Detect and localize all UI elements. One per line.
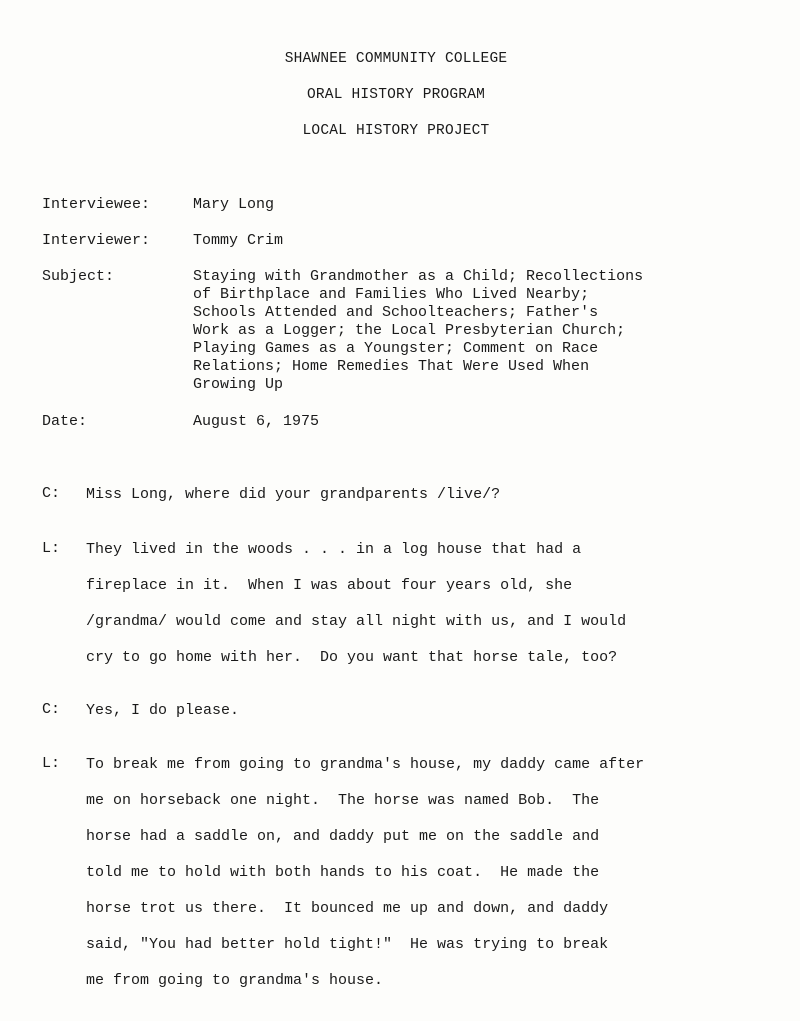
interviewer-value: Tommy Crim bbox=[193, 232, 284, 249]
subject-line: Playing Games as a Youngster; Comment on Race bbox=[193, 340, 599, 357]
interviewer-label: Interviewer: bbox=[42, 232, 151, 249]
institution-title: SHAWNEE COMMUNITY COLLEGE bbox=[284, 51, 508, 67]
interviewee-label: Interviewee: bbox=[42, 196, 151, 213]
subject-line: Staying with Grandmother as a Child; Recollections bbox=[193, 268, 644, 285]
utterance-line: cry to go home with her. Do you want that horse tale, too? bbox=[86, 649, 618, 666]
utterance-line: said, "You had better hold tight!" He was trying to break bbox=[86, 936, 609, 953]
speaker-label: C: bbox=[42, 485, 61, 502]
utterance-line: Miss Long, where did your grandparents /live/? bbox=[86, 486, 501, 503]
interviewee-value: Mary Long bbox=[193, 196, 275, 213]
speaker-label: C: bbox=[42, 701, 61, 718]
subject-value bbox=[193, 268, 753, 394]
utterance-line: They lived in the woods . . . in a log house that had a bbox=[86, 541, 582, 558]
speaker-label: L: bbox=[42, 755, 61, 772]
program-title: ORAL HISTORY PROGRAM bbox=[306, 87, 486, 103]
utterance-line: me from going to grandma's house. bbox=[86, 972, 384, 989]
date-label: Date: bbox=[42, 413, 88, 430]
subject-line: of Birthplace and Families Who Lived Nearby; bbox=[193, 286, 590, 303]
utterance-line: /grandma/ would come and stay all night with us, and I would bbox=[86, 613, 627, 630]
subject-line: Relations; Home Remedies That Were Used When bbox=[193, 358, 590, 375]
date-value: August 6, 1975 bbox=[193, 413, 320, 430]
subject-line: Growing Up bbox=[193, 376, 284, 393]
utterance-line: Yes, I do please. bbox=[86, 702, 240, 719]
utterance bbox=[86, 701, 786, 737]
speaker-label: L: bbox=[42, 540, 61, 557]
subject-line: Schools Attended and Schoolteachers; Father's bbox=[193, 304, 599, 321]
utterance-line: horse trot us there. It bounced me up and down, and daddy bbox=[86, 900, 609, 917]
utterance bbox=[86, 755, 786, 1007]
utterance-line: me on horseback one night. The horse was named Bob. The bbox=[86, 792, 600, 809]
utterance-line: To break me from going to grandma's house, my daddy came after bbox=[86, 756, 645, 773]
utterance-line: fireplace in it. When I was about four years old, she bbox=[86, 577, 573, 594]
subject-label: Subject: bbox=[42, 268, 115, 285]
project-title: LOCAL HISTORY PROJECT bbox=[302, 123, 490, 139]
utterance-line: told me to hold with both hands to his coat. He made the bbox=[86, 864, 600, 881]
utterance bbox=[86, 540, 786, 684]
subject-line: Work as a Logger; the Local Presbyterian Church; bbox=[193, 322, 626, 339]
utterance-line: horse had a saddle on, and daddy put me on the saddle and bbox=[86, 828, 600, 845]
utterance bbox=[86, 485, 786, 521]
